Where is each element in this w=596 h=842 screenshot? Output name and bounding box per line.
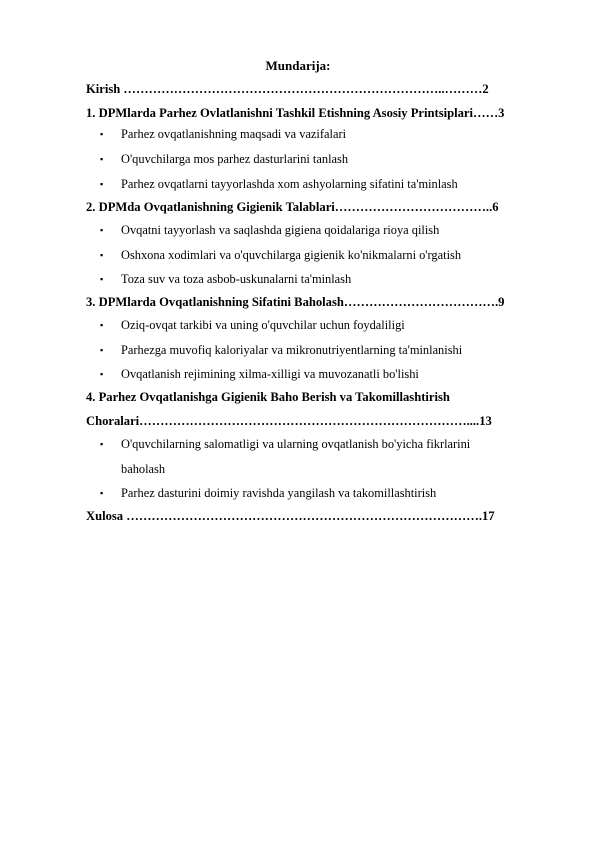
bullet-icon: ▪ [100, 250, 104, 260]
toc-entry-section-2: 2. DPMda Ovqatlanishning Gigienik Talablari………………………………..6 [86, 200, 499, 214]
toc-subitem: Ovqatlanish rejimining xilma-xilligi va muvozanatli bo'lishi [121, 367, 419, 381]
toc-subitem: Parhez ovqatlanishning maqsadi va vazifalari [121, 127, 347, 141]
toc-title: Mundarija: [265, 58, 331, 73]
toc-entry-intro: Kirish …………………………………………………………………..………2 [86, 82, 489, 96]
toc-subitem: O'quvchilarga mos parhez dasturlarini tanlash [121, 152, 349, 166]
toc-subitem: Oshxona xodimlari va o'quvchilarga gigienik ko'nikmalarni o'rgatish [121, 248, 462, 262]
toc-subitem: Parhez ovqatlarni tayyorlashda xom ashyolarning sifatini ta'minlash [121, 177, 458, 191]
toc-entry-section-1: 1. DPMlarda Parhez Ovlatlanishni Tashkil Etishning Asosiy Printsiplari……3 [86, 106, 505, 120]
bullet-icon: ▪ [100, 154, 104, 164]
toc-subitem: Toza suv va toza asbob-uskunalarni ta'minlash [121, 272, 352, 286]
toc-entry-conclusion: Xulosa ………………………………………………………………………….17 [86, 509, 495, 523]
bullet-icon: ▪ [100, 274, 104, 284]
toc-subitem-continued: baholash [121, 462, 166, 476]
bullet-icon: ▪ [100, 179, 104, 189]
toc-entry-section-4-continued: Choralari……………………………………………………………………....13 [86, 414, 492, 428]
toc-subitem: Parhezga muvofiq kaloriyalar va mikronutriyentlarning ta'minlanishi [121, 343, 463, 357]
bullet-icon: ▪ [100, 320, 104, 330]
toc-subitem: Oziq-ovqat tarkibi va uning o'quvchilar uchun foydaliligi [121, 318, 405, 332]
bullet-icon: ▪ [100, 488, 104, 498]
bullet-icon: ▪ [100, 369, 104, 379]
bullet-icon: ▪ [100, 225, 104, 235]
toc-subitem: O'quvchilarning salomatligi va ularning ovqatlanish bo'yicha fikrlarini [121, 437, 471, 451]
toc-subitem: Parhez dasturini doimiy ravishda yangilash va takomillashtirish [121, 486, 437, 500]
bullet-icon: ▪ [100, 439, 104, 449]
bullet-icon: ▪ [100, 129, 104, 139]
toc-subitem: Ovqatni tayyorlash va saqlashda gigiena qoidalariga rioya qilish [121, 223, 440, 237]
toc-entry-section-3: 3. DPMlarda Ovqatlanishning Sifatini Baholash……………………………….9 [86, 295, 505, 309]
bullet-icon: ▪ [100, 345, 104, 355]
toc-entry-section-4: 4. Parhez Ovqatlanishga Gigienik Baho Berish va Takomillashtirish [86, 390, 450, 404]
